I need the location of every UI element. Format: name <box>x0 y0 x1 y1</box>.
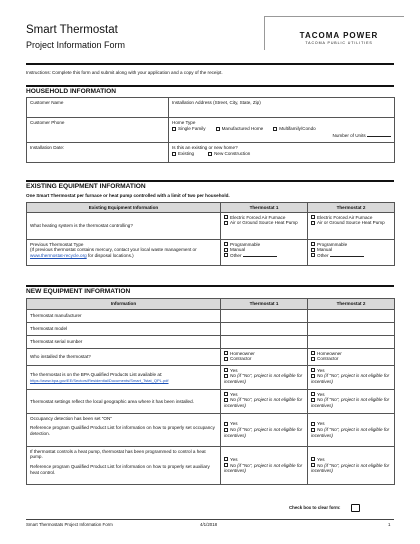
units-blank[interactable] <box>367 134 391 137</box>
option-label: No (if "No", project is not eligible for incentives) <box>311 462 390 474</box>
instructions-text: Instructions: Complete this form and submit along with your application and a copy of the receipt. <box>26 70 223 75</box>
checkbox[interactable] <box>224 253 228 257</box>
heat-pump-text: If thermostat controls a heat pump, thermostat has been programmed to control a heat pump. <box>30 448 206 460</box>
heat-pump-reference: Reference program Qualified Product List for information on how to properly set auxiliary heat control. <box>30 463 210 475</box>
option-label: Air or Ground Source Heat Pump <box>230 220 298 226</box>
checkbox[interactable] <box>273 127 277 131</box>
occupancy-reference: Reference program Qualified Product List for information on how to properly set occupancy detection. <box>30 425 215 436</box>
footer-form-name: Smart Thermostats Project Information Form <box>26 522 113 527</box>
customer-name-label: Customer Name <box>30 99 64 105</box>
option-label: Contractor <box>317 356 339 362</box>
checkbox[interactable] <box>224 374 228 378</box>
note-text: (If previous thermostat contains mercury, contact your local waste management or <box>30 247 197 253</box>
customer-phone-field[interactable] <box>27 118 169 143</box>
installer-t2-contractor[interactable] <box>311 356 391 362</box>
checkbox[interactable] <box>311 428 315 432</box>
option-label: No (if "No", project is not eligible for incentives) <box>224 373 303 384</box>
option-label: No (if "No", project is not eligible for incentives) <box>224 462 303 474</box>
header-divider <box>26 63 394 65</box>
bpa-cell <box>27 366 221 390</box>
other-blank[interactable] <box>330 254 364 257</box>
install-date-field[interactable] <box>27 143 169 163</box>
install-address-field[interactable] <box>169 98 395 118</box>
checkbox[interactable] <box>224 242 228 246</box>
option-label: No (if "No", project is not eligible for incentives) <box>311 397 390 408</box>
bpa-text: The thermostat is on the BPA Qualified Products List available at: <box>30 371 163 377</box>
option-label: Yes <box>317 456 325 462</box>
serial-t2-input[interactable] <box>308 336 395 349</box>
checkbox[interactable] <box>311 215 315 219</box>
heating-question: What heating system is the thermostat controlling? <box>27 213 221 240</box>
checkbox[interactable] <box>224 221 228 225</box>
checkbox[interactable] <box>311 253 315 257</box>
option-label: New Construction <box>214 151 251 157</box>
option-label: Yes <box>230 391 238 397</box>
option-label: Yes <box>317 367 325 373</box>
checkbox[interactable] <box>224 368 228 372</box>
occupancy-cell <box>27 414 221 447</box>
manufacturer-t2-input[interactable] <box>308 310 395 323</box>
checkbox[interactable] <box>311 463 315 467</box>
geo-settings-text: Thermostat settings reflect the local geographic area where it has been installed. <box>27 390 221 414</box>
prev-type-label: Previous Thermostat Type <box>30 241 84 247</box>
logo-main-text <box>281 31 397 40</box>
option-label: Yes <box>230 421 238 427</box>
checkbox[interactable] <box>311 351 315 355</box>
option-label: Homeowner <box>317 350 342 356</box>
manufacturer-label: Thermostat manufacturer <box>27 310 221 323</box>
existing-section-subtitle: One Smart Thermostat per furnace or heat pump controlled with a limit of two per household. <box>26 193 230 198</box>
prev-t2-other[interactable] <box>311 253 391 259</box>
heat-pump-cell <box>27 447 221 485</box>
model-label: Thermostat model <box>27 323 221 336</box>
tacoma-power-logo <box>281 31 397 45</box>
recycle-link[interactable]: www.thermostat-recycle.org <box>30 252 87 258</box>
checkbox[interactable] <box>224 457 228 461</box>
household-divider <box>26 85 394 87</box>
option-label: Manual <box>230 247 246 253</box>
household-section-title: HOUSEHOLD INFORMATION <box>26 88 116 95</box>
option-label: Yes <box>317 421 325 427</box>
home-type-single[interactable] <box>172 126 206 132</box>
installer-t1-contractor[interactable] <box>224 356 304 362</box>
home-type-manufactured[interactable] <box>216 126 264 132</box>
clear-form-checkbox[interactable] <box>351 504 360 512</box>
footer-date: 4/1/2018 <box>200 522 218 527</box>
option-label: Electric Forced Air Furnace <box>230 214 286 220</box>
bpa-t2-no[interactable] <box>311 373 391 384</box>
occupancy-text: Occupancy detection has been set "ON" <box>30 415 112 421</box>
installer-t1 <box>221 349 308 366</box>
existing-header-t2: Thermostat 2 <box>308 203 395 213</box>
form-subtitle: Project Information Form <box>26 40 126 50</box>
checkbox[interactable] <box>311 374 315 378</box>
option-label: Contractor <box>230 356 252 362</box>
option-label: Other <box>230 252 242 258</box>
new-equipment-table <box>26 298 395 485</box>
install-date-label: Installation Date: <box>30 144 65 150</box>
checkbox[interactable] <box>224 248 228 252</box>
occ-t1 <box>221 414 308 447</box>
checkbox[interactable] <box>224 357 228 361</box>
hp-t2-no[interactable] <box>311 463 391 474</box>
bpa-t2 <box>308 366 395 390</box>
option-label: Manufactured Home <box>221 126 264 132</box>
manufacturer-t1-input[interactable] <box>221 310 308 323</box>
checkbox[interactable] <box>224 351 228 355</box>
checkbox[interactable] <box>311 398 315 402</box>
units-label: Number of Units <box>332 132 366 138</box>
new-header-t2: Thermostat 2 <box>308 299 395 310</box>
model-t1-input[interactable] <box>221 323 308 336</box>
option-label: Multifamily/Condo <box>279 126 316 132</box>
new-divider <box>26 285 394 287</box>
option-label: Programmable <box>230 241 261 247</box>
option-label: Homeowner <box>230 350 255 356</box>
new-header-info: Information <box>27 299 221 310</box>
option-label: Single Family <box>178 126 206 132</box>
existing-table <box>26 202 395 266</box>
household-table <box>26 97 395 163</box>
clear-form-label: Check box to clear form: <box>289 505 341 510</box>
existing-home-cell <box>169 143 395 163</box>
checkbox[interactable] <box>216 127 220 131</box>
checkbox[interactable] <box>224 428 228 432</box>
hp-t2 <box>308 447 395 485</box>
home-type-multifamily[interactable] <box>273 126 316 132</box>
option-label: Yes <box>230 367 238 373</box>
installer-question: Who installed the thermostat? <box>27 349 221 366</box>
option-label: No (if "No", project is not eligible for incentives) <box>311 373 390 384</box>
checkbox[interactable] <box>172 152 176 156</box>
footer-divider <box>26 519 394 520</box>
option-label: Existing <box>178 151 195 157</box>
checkbox[interactable] <box>224 392 228 396</box>
geo-t1-no[interactable] <box>224 397 304 408</box>
existing-question: Is this an existing or new home? <box>172 144 238 150</box>
bpa-qpl-link[interactable]: https://www.bpa.gov/EE/Sectors/Residential/Documents/Smart_Tstat_QPL.pdf <box>30 377 169 383</box>
checkbox[interactable] <box>208 152 212 156</box>
home-new-option[interactable] <box>208 151 250 157</box>
serial-t1-input[interactable] <box>221 336 308 349</box>
checkbox[interactable] <box>311 368 315 372</box>
existing-header-info: Existing Equipment Information <box>27 203 221 213</box>
new-header-t1: Thermostat 1 <box>221 299 308 310</box>
number-of-units[interactable] <box>172 133 391 139</box>
other-blank[interactable] <box>243 254 277 257</box>
logo-sub-text: TACOMA PUBLIC UTILITIES <box>305 41 373 45</box>
occ-t1-no[interactable] <box>224 427 304 438</box>
option-label: Programmable <box>317 241 348 247</box>
option-label: No (if "No", project is not eligible for incentives) <box>224 427 303 438</box>
existing-divider <box>26 180 394 182</box>
checkbox[interactable] <box>224 422 228 426</box>
geo-t1 <box>221 390 308 414</box>
occ-t2-no[interactable] <box>311 427 391 438</box>
bpa-t1 <box>221 366 308 390</box>
logo-wordmark: TACOMA POWER <box>299 31 379 40</box>
heating-t1 <box>221 213 308 240</box>
bpa-t1-no[interactable] <box>224 373 304 384</box>
checkbox[interactable] <box>311 221 315 225</box>
installer-t2 <box>308 349 395 366</box>
model-t2-input[interactable] <box>308 323 395 336</box>
heating-t2 <box>308 213 395 240</box>
hp-t1-no[interactable] <box>224 463 304 474</box>
existing-section-title: EXISTING EQUIPMENT INFORMATION <box>26 183 146 190</box>
home-type-cell <box>169 118 395 143</box>
geo-t2 <box>308 390 395 414</box>
option-label: No (if "No", project is not eligible for incentives) <box>311 427 390 438</box>
form-title: Smart Thermostat <box>26 24 118 36</box>
hp-t1 <box>221 447 308 485</box>
heating-t2-heatpump[interactable] <box>311 220 391 226</box>
option-label: Electric Forced Air Furnace <box>317 214 373 220</box>
option-label: Manual <box>317 247 333 253</box>
checkbox[interactable] <box>224 398 228 402</box>
checkbox[interactable] <box>311 422 315 426</box>
checkbox[interactable] <box>311 242 315 246</box>
home-type-label: Home Type <box>172 119 196 125</box>
option-label: No (if "No", project is not eligible for incentives) <box>224 397 303 408</box>
checkbox[interactable] <box>172 127 176 131</box>
occ-t2 <box>308 414 395 447</box>
checkbox[interactable] <box>311 457 315 461</box>
home-existing-option[interactable] <box>172 151 194 157</box>
prev-type-t1 <box>221 240 308 266</box>
existing-header-t1: Thermostat 1 <box>221 203 308 213</box>
option-label: Air or Ground Source Heat Pump <box>317 220 385 226</box>
prev-type-t2 <box>308 240 395 266</box>
prev-type-note <box>30 247 197 258</box>
geo-t2-no[interactable] <box>311 397 391 408</box>
footer-page-number: 1 <box>388 522 391 527</box>
checkbox[interactable] <box>311 357 315 361</box>
new-section-title: NEW EQUIPMENT INFORMATION <box>26 288 131 295</box>
install-address-label: Installation Address (Street, City, State, Zip) <box>172 99 261 105</box>
serial-label: Thermostat serial number <box>27 336 221 349</box>
checkbox[interactable] <box>311 392 315 396</box>
heating-t1-heatpump[interactable] <box>224 220 304 226</box>
option-label: Yes <box>230 456 238 462</box>
checkbox[interactable] <box>311 248 315 252</box>
prev-type-cell <box>27 240 221 266</box>
checkbox[interactable] <box>224 463 228 467</box>
option-label: Other <box>317 252 329 258</box>
prev-t1-other[interactable] <box>224 253 304 259</box>
option-label: Yes <box>317 391 325 397</box>
customer-name-field[interactable] <box>27 98 169 118</box>
note-text: for disposal locations.) <box>86 252 134 258</box>
customer-phone-label: Customer Phone <box>30 119 65 125</box>
checkbox[interactable] <box>224 215 228 219</box>
